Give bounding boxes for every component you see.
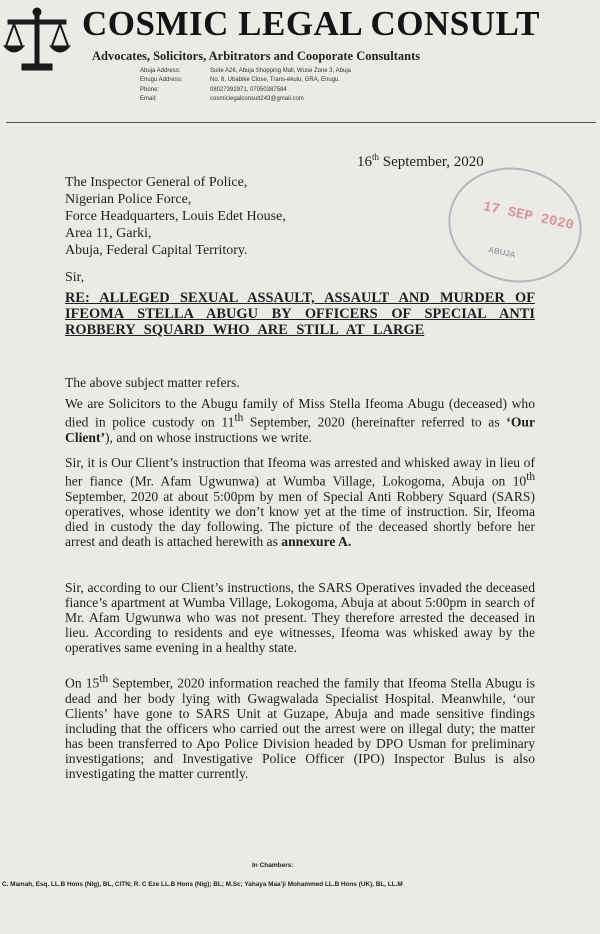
paragraph <box>65 672 535 781</box>
contact-value: No. 8, Ubabike Close, Trans-ekulu, GRA, Enugu. <box>210 77 341 84</box>
contact-details <box>140 67 351 105</box>
contact-label: Phone: <box>140 86 160 93</box>
paragraph <box>65 455 535 549</box>
paragraph-text: September, 2020 at about 5:00pm by men of Special Anti Robbery Squard (SARS) operatives, whose identity we don’t know yet at the time of instruction. Sir, Ifeoma died in custody the day following. The picture of the deceased shortly before her arrest and death is attached herewith as <box>65 488 535 549</box>
address-line: Force Headquarters, Louis Edet House, <box>65 209 286 224</box>
ordinal-suffix: th <box>99 673 109 685</box>
contact-label: Enugu Address: <box>140 77 183 84</box>
ordinal-suffix: th <box>234 412 244 424</box>
contact-row <box>140 86 351 95</box>
salutation: Sir, <box>65 270 85 285</box>
paragraph: The above subject matter refers. <box>65 375 240 390</box>
date-day: 16 <box>357 154 372 170</box>
paragraph <box>65 396 535 445</box>
contact-value: 08027392971, 07050387584 <box>210 86 287 93</box>
annexure-reference: annexure A. <box>281 533 352 549</box>
paragraph-text: On 15 <box>65 675 100 691</box>
paragraph: Sir, according to our Client’s instructions, the SARS Operatives invaded the deceased fiance’s apartment at Wumba Village, Lokogoma, Abuja at about 5:00pm in search of Mr. Afam Ugwunwa who was not present. They therefore arrested the deceased in lieu. According to residents and eye witnesses, Ifeoma was whisked away by the operatives same evening in a healthy state. <box>65 580 535 655</box>
ordinal-suffix: th <box>526 471 535 483</box>
margin-mark <box>0 316 26 390</box>
date-suffix: th <box>372 152 380 162</box>
letter-date <box>357 152 484 171</box>
subject-line: RE: ALLEGED SEXUAL ASSAULT, ASSAULT AND MURDER OF IFEOMA STELLA ABUGU BY OFFICERS OF SPECIAL ANTI ROBBERY SQUARD WHO ARE STILL AT LARGE <box>65 290 535 338</box>
date-rest: September, 2020 <box>379 154 484 170</box>
contact-row <box>140 67 351 76</box>
received-stamp <box>438 155 593 294</box>
header-divider <box>6 122 596 123</box>
address-line: Area 11, Garki, <box>65 226 152 241</box>
footer-label: In Chambers: <box>252 862 294 869</box>
contact-value: cosmiclegalconsult243@gmail.com <box>210 96 304 103</box>
defined-term: ‘Our Client’ <box>65 414 535 445</box>
contact-row <box>140 76 351 85</box>
footer-partners: C. Mamah, Esq. LL.B Hons (Nig), BL, CITN; R. C Eze LL.B Hons (Nig); BL; M.Sc; Yahaya Maa’ji Mohammed LL.B Hons (UK), BL, LL.M <box>2 881 403 888</box>
scales-of-justice-icon <box>2 6 72 74</box>
address-line: Abuja, Federal Capital Territory. <box>65 243 248 258</box>
contact-label: Email: <box>140 96 157 103</box>
paragraph-text: We are Solicitors to the Abugu family of Miss Stella Ifeoma Abugu (deceased) who died in police custody on 11 <box>65 396 535 430</box>
paragraph-text: Sir, it is Our Client’s instruction that Ifeoma was arrested and whisked away in lieu of her fiance (Mr. Afam Ugwunwa) at Wumba Village, Lokogoma, Abuja on 10 <box>65 455 535 489</box>
firm-name: COSMIC LEGAL CONSULT <box>82 4 540 43</box>
paragraph-text: ), and on whose instructions we write. <box>105 429 312 445</box>
stamp-city: ABUJA <box>487 245 517 260</box>
contact-value: Suite A26, Abuja Shopping Mall, Wuse Zone 3, Abuja <box>210 68 351 74</box>
paragraph-text: September, 2020 (hereinafter referred to as <box>243 414 507 430</box>
contact-label: Abuja Address: <box>140 68 181 74</box>
contact-row <box>140 95 351 104</box>
address-line: Nigerian Police Force, <box>65 192 192 207</box>
recipient-address <box>65 174 286 259</box>
firm-tagline: Advocates, Solicitors, Arbitrators and Cooporate Consultants <box>92 49 421 63</box>
paragraph-text: September, 2020 information reached the family that Ifeoma Stella Abugu is dead and her body lying with Gwagwalada Specialist Hospital. Meanwhile, ‘our Clients’ have gone to SARS Unit at Guzape, Abuja and made sensitive findings including that the officers who carried out the arrest were on illegal duty; the matter has been transferred to Apo Police Division headed by DPO Usman for preliminary investigations; and Investigative Police Officer (IPO) Inspector Bulus is also investigating the matter currently. <box>65 675 535 781</box>
stamp-date: 17 SEP 2020 <box>481 199 576 235</box>
address-line: The Inspector General of Police, <box>65 175 248 190</box>
